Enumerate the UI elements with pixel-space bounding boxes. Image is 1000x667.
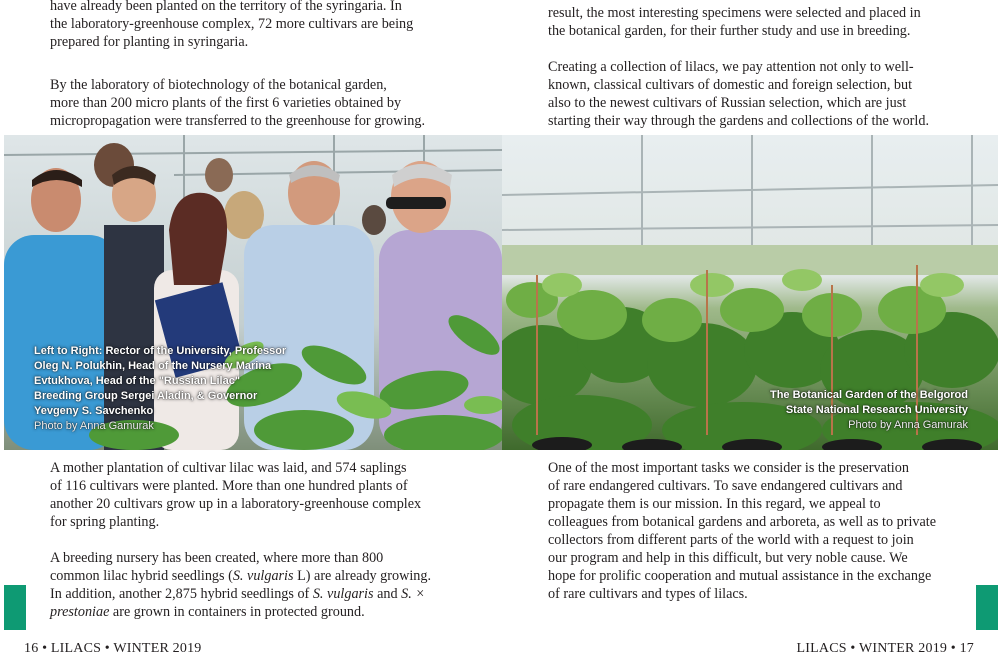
text-line: for spring planting. <box>50 514 160 530</box>
left-photo-caption <box>34 344 334 434</box>
right-section-tab <box>976 585 998 630</box>
left-section-tab <box>4 585 26 630</box>
photo-credit: Photo by Anna Gamurak <box>34 420 154 432</box>
right-top-paragraph <box>548 4 968 40</box>
text-line: more than 200 micro plants of the first 6 varieties obtained by <box>50 95 402 111</box>
text-line: result, the most interesting specimens were selected and placed in <box>548 5 921 21</box>
species-name: S. × <box>401 586 425 602</box>
species-name: S. vulgaris <box>312 586 374 602</box>
text-line: By the laboratory of biotechnology of the botanical garden, <box>50 77 387 93</box>
left-page-footer: 16 • LILACS • WINTER 2019 <box>24 641 202 656</box>
text-line: prepared for planting in syringaria. <box>50 34 249 50</box>
text-line: hope for prolific cooperation and mutual assistance in the exchange <box>548 568 932 584</box>
text-line <box>50 585 480 603</box>
caption-line: Left to Right: Rector of the University, Professor <box>34 345 287 357</box>
text-line: of 116 cultivars were planted. More than one hundred plants of <box>50 478 408 494</box>
text-line: colleagues from botanical gardens and arboreta, as well as to private <box>548 514 937 530</box>
caption-line: Breeding Group Sergei Aladin, & Governor <box>34 390 258 402</box>
right-collection-paragraph <box>548 58 978 130</box>
text-line: known, classical cultivars of domestic and foreign selection, but <box>548 77 913 93</box>
text-line: the laboratory-greenhouse complex, 72 more cultivars are being <box>50 16 414 32</box>
text-span: L) are already growing. <box>293 568 432 584</box>
text-line: have already been planted on the territory of the syringaria. In <box>50 0 402 14</box>
text-line: propagate them is our mission. In this regard, we appeal to <box>548 496 881 512</box>
text-line <box>50 603 480 621</box>
text-line: collectors from different parts of the world with a request to join <box>548 532 914 548</box>
text-line: starting their way through the gardens and collections of the world. <box>548 113 929 129</box>
species-name: S. vulgaris <box>232 568 294 584</box>
text-line: our program and help in this difficult, but very noble cause. We <box>548 550 908 566</box>
left-biotech-paragraph <box>50 76 470 130</box>
text-line: A mother plantation of cultivar lilac was laid, and 574 saplings <box>50 460 407 476</box>
right-photo <box>502 135 998 450</box>
caption-line: Yevgeny S. Savchenko <box>34 405 154 417</box>
right-photo-caption <box>708 388 968 433</box>
text-line: also to the newest cultivars of Russian selection, which are just <box>548 95 907 111</box>
text-line <box>50 567 480 585</box>
text-span: In addition, another 2,875 hybrid seedlings of <box>50 586 313 602</box>
caption-line: Oleg N. Polukhin, Head of the Nursery Marina <box>34 360 272 372</box>
species-name: prestoniae <box>50 604 110 620</box>
right-tasks-paragraph <box>548 459 978 603</box>
text-span: common lilac hybrid seedlings ( <box>50 568 233 584</box>
left-nursery-paragraph <box>50 549 480 621</box>
text-line: A breeding nursery has been created, where more than 800 <box>50 550 384 566</box>
left-photo <box>4 135 502 450</box>
right-page-footer: LILACS • WINTER 2019 • 17 <box>796 641 974 656</box>
text-span: and <box>373 586 402 602</box>
left-plantation-paragraph <box>50 459 470 531</box>
caption-line: The Botanical Garden of the Belgorod <box>769 389 968 401</box>
text-line: another 20 cultivars grow up in a laboratory-greenhouse complex <box>50 496 422 512</box>
text-line: Creating a collection of lilacs, we pay attention not only to well- <box>548 59 914 75</box>
text-span: are grown in containers in protected ground. <box>109 604 365 620</box>
text-line: of rare cultivars and types of lilacs. <box>548 586 748 602</box>
caption-line: State National Research University <box>785 404 968 416</box>
caption-line: Evtukhova, Head of the "Russian Lilac" <box>34 375 241 387</box>
left-top-paragraph <box>50 0 470 52</box>
text-line: the botanical garden, for their further study and use in breeding. <box>548 23 911 39</box>
text-line: One of the most important tasks we consider is the preservation <box>548 460 909 476</box>
text-line: of rare endangered cultivars. To save endangered cultivars and <box>548 478 903 494</box>
photo-credit: Photo by Anna Gamurak <box>848 419 968 431</box>
text-line: micropropagation were transferred to the greenhouse for growing. <box>50 113 426 129</box>
